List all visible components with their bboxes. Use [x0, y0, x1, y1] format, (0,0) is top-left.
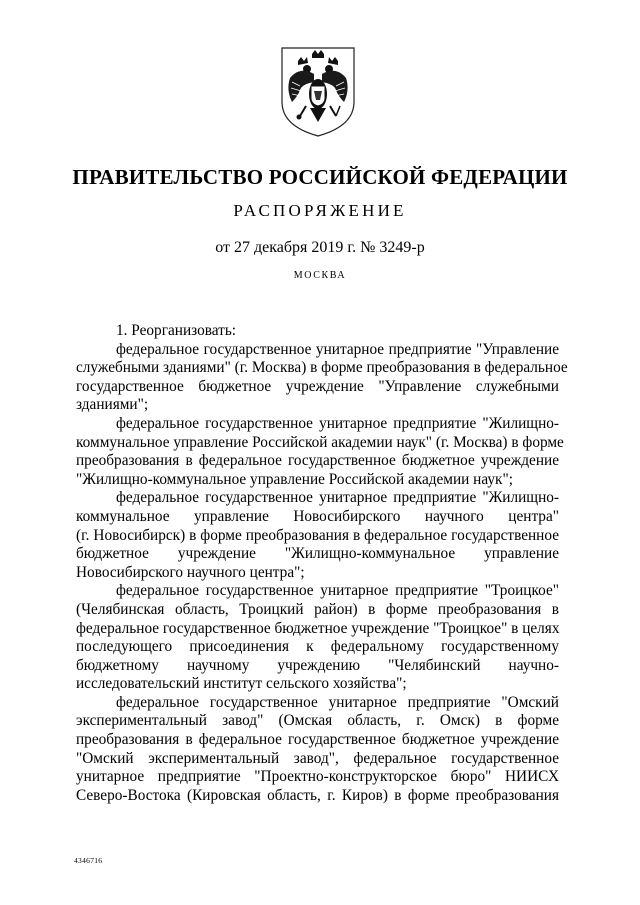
government-title: ПРАВИТЕЛЬСТВО РОССИЙСКОЙ ФЕДЕРАЦИИ	[72, 165, 568, 189]
text-line: экспериментальный завод" (Омская область, г. Омск) в форме	[76, 712, 559, 730]
text-line: 1. Реорганизовать:	[116, 322, 237, 339]
text-line: Новосибирского научного центра";	[76, 563, 305, 581]
text-line: федеральное государственное унитарное предприятие "Троицкое"	[116, 582, 559, 600]
text-line: преобразования в федеральное государственное бюджетное учреждение	[76, 452, 559, 470]
text-line: федеральное государственное унитарное предприятие "Жилищно-	[116, 489, 559, 507]
text-line: преобразования в федеральное государственное бюджетное учреждение	[76, 731, 559, 749]
text-line: государственное бюджетное учреждение "Управление служебными	[76, 377, 559, 395]
text-line: бюджетному научному учреждению "Челябинский научно-	[76, 656, 559, 674]
russian-coat-of-arms-icon	[276, 44, 360, 140]
text-line: (г. Новосибирск) в форме преобразования в федеральное государственное	[76, 526, 559, 544]
text-line: федеральное государственное унитарное предприятие "Жилищно-	[116, 414, 559, 432]
text-line: служебными зданиями" (г. Москва) в форме преобразования в федеральное	[76, 359, 568, 377]
document-type: РАСПОРЯЖЕНИЕ	[233, 201, 407, 220]
text-line: Северо-Востока (Кировская область, г. Киров) в форме преобразования	[76, 786, 559, 804]
document-city: МОСКВА	[293, 270, 347, 281]
coat-of-arms-emblem	[276, 44, 360, 140]
text-line: "Жилищно-коммунальное управление Российской академии наук";	[76, 470, 513, 488]
text-line: исследовательский институт сельского хозяйства";	[76, 675, 407, 693]
text-line: федеральное государственное бюджетное учреждение "Троицкое" в целях	[76, 619, 560, 637]
document-date-number: от 27 декабря 2019 г. № 3249-р	[215, 239, 425, 256]
text-line: (Челябинская область, Троицкий район) в форме преобразования в	[76, 600, 559, 618]
text-line: бюджетное учреждение "Жилищно-коммунальное управление	[76, 545, 559, 563]
text-line: федеральное государственное унитарное предприятие "Управление	[116, 340, 559, 358]
text-line: федеральное государственное унитарное предприятие "Омский	[116, 693, 559, 711]
text-line: "Омский экспериментальный завод", федеральное государственное	[76, 749, 559, 767]
text-line: коммунальное управление Российской академии наук" (г. Москва) в форме	[76, 433, 564, 451]
document-body	[76, 322, 568, 805]
text-line: унитарное предприятие "Проектно-конструкторское бюро" НИИСХ	[76, 768, 559, 786]
text-line: коммунальное управление Новосибирского научного центра"	[76, 507, 559, 525]
text-line: последующего присоединения к федеральному государственному	[76, 638, 559, 656]
text-line: зданиями";	[76, 396, 149, 414]
document-footer-code: 4346716	[74, 856, 103, 865]
